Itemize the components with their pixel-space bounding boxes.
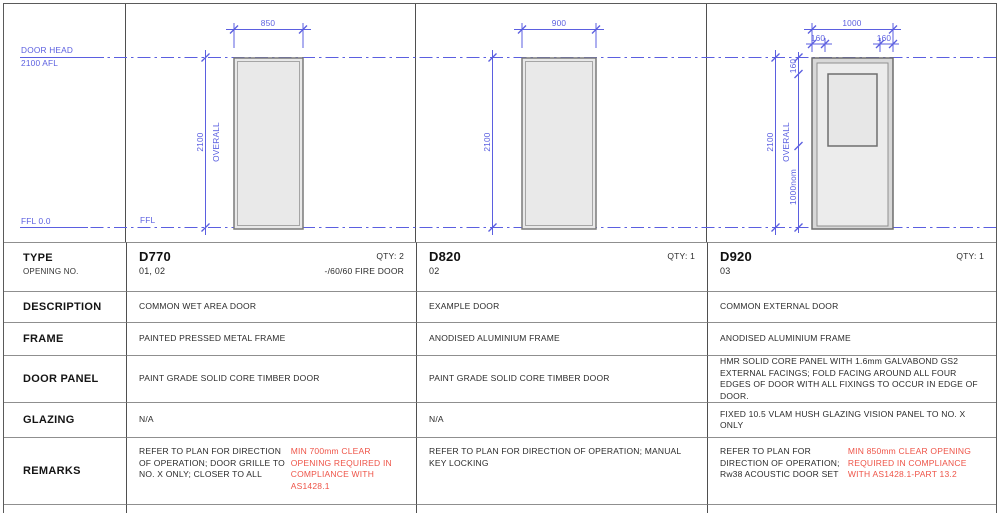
cell-d770-glazing: N/A [126,402,416,437]
row-header-description [4,291,126,322]
opening-numbers: 01, 02 [139,265,166,276]
door-head-afl-label: 2100 AFL [21,58,59,68]
opening-numbers: 03 [720,265,731,276]
qty-label: QTY: 1 [667,251,695,261]
remarks-compliance-text: MIN 700mm CLEAR OPENING REQUIRED IN COMPLIANCE WITH AS1428.1 [290,446,392,491]
cell-d920-description: COMMON EXTERNAL DOOR [707,291,996,322]
empty-cell [4,504,126,513]
cell-d820-description: EXAMPLE DOOR [416,291,707,322]
door-qty-block [667,251,695,263]
cell-d820-remarks [416,437,707,504]
row-header-label: DESCRIPTION [23,301,102,313]
cell-d820-frame: ANODISED ALUMINIUM FRAME [416,322,707,355]
door-schedule-table [4,242,996,513]
door-code: D770 [139,249,171,264]
dim-label-d770-width: 850 [260,18,276,28]
door-qty-block [956,251,984,263]
cell-d820-type [416,242,707,291]
door-elevation-d820 [522,58,596,229]
row-header-glazing [4,402,126,437]
dim-label-d920-overall: OVERALL [781,122,791,162]
qty-label: QTY: 2 [376,251,404,261]
cell-d920-remarks [707,437,996,504]
cell-d770-frame: PAINTED PRESSED METAL FRAME [126,322,416,355]
row-header-label: DOOR PANEL [23,373,99,385]
sheet-frame [3,3,997,513]
dim-label-d920-jamb-right: 160 [876,33,892,43]
opening-numbers: 02 [429,265,440,276]
cell-d920-frame: ANODISED ALUMINIUM FRAME [707,322,996,355]
dim-label-d820-width: 900 [551,18,567,28]
empty-cell [707,504,996,513]
cell-d820-glazing: N/A [416,402,707,437]
cell-d770-remarks [126,437,416,504]
ffl-label: FFL 0.0 [21,216,51,226]
cell-d920-door-panel: HMR SOLID CORE PANEL WITH 1.6mm GALVABOND GS2 EXTERNAL FACINGS; FOLD FACING AROUND ALL FOUR EDGES OF DOOR WITH ALL FIXINGS TO OCCUR IN EDGE OF DOOR. [707,355,996,402]
door-code: D920 [720,249,752,264]
door-elevations-drawing [4,4,996,242]
cell-d920-glazing: FIXED 10.5 VLAM HUSH GLAZING VISION PANEL TO NO. X ONLY [707,402,996,437]
door-code: D820 [429,249,461,264]
row-header-frame [4,322,126,355]
row-header-label: TYPE [23,252,53,264]
dim-label-d920-jamb-left: 160 [810,33,826,43]
dim-label-d920-vision-sill: 1000nom [788,169,798,205]
row-header-type [4,242,126,291]
cell-d770-door-panel: PAINT GRADE SOLID CORE TIMBER DOOR [126,355,416,402]
dim-label-d920-height: 2100 [765,132,775,152]
row-header-door-panel [4,355,126,402]
remarks-text: REFER TO PLAN FOR DIRECTION OF OPERATION; DOOR GRILLE TO NO. X ONLY; CLOSER TO ALL [139,446,285,479]
remarks-compliance-text: MIN 850mm CLEAR OPENING REQUIRED IN COMPLIANCE WITH AS1428.1-PART 13.2 [847,446,972,479]
row-header-label: FRAME [23,333,64,345]
door-head-label: DOOR HEAD [21,45,74,55]
remarks-text: REFER TO PLAN FOR DIRECTION OF OPERATION; Rw38 ACOUSTIC DOOR SET [720,446,840,479]
cell-d770-type [126,242,416,291]
ffl-marker-label: FFL [140,215,156,225]
cell-d920-type [707,242,996,291]
row-header-remarks [4,437,126,504]
cell-d820-door-panel: PAINT GRADE SOLID CORE TIMBER DOOR [416,355,707,402]
row-header-label: GLAZING [23,414,75,426]
dim-label-d920-vision-head: 160 [788,58,798,74]
cell-d770-description: COMMON WET AREA DOOR [126,291,416,322]
dim-label-d820-height: 2100 [482,132,492,152]
fire-rating-label: -/60/60 FIRE DOOR [324,265,404,276]
door-code-block [139,251,171,277]
qty-label: QTY: 1 [956,251,984,261]
row-header-sublabel: OPENING NO. [23,267,79,276]
remarks-text: REFER TO PLAN FOR DIRECTION OF OPERATION; MANUAL KEY LOCKING [429,446,682,468]
row-header-label: REMARKS [23,465,81,477]
door-qty-block [325,251,404,277]
dim-label-d770-height: 2100 [195,132,205,152]
door-code-block [720,251,752,277]
door-code-block [429,251,461,277]
door-elevation-d770 [234,58,303,229]
door-elevation-d920 [812,58,893,229]
empty-cell [126,504,416,513]
dim-label-d770-overall: OVERALL [211,122,221,162]
vision-panel [828,74,877,146]
dim-label-d920-width: 1000 [842,18,862,28]
empty-cell [416,504,707,513]
